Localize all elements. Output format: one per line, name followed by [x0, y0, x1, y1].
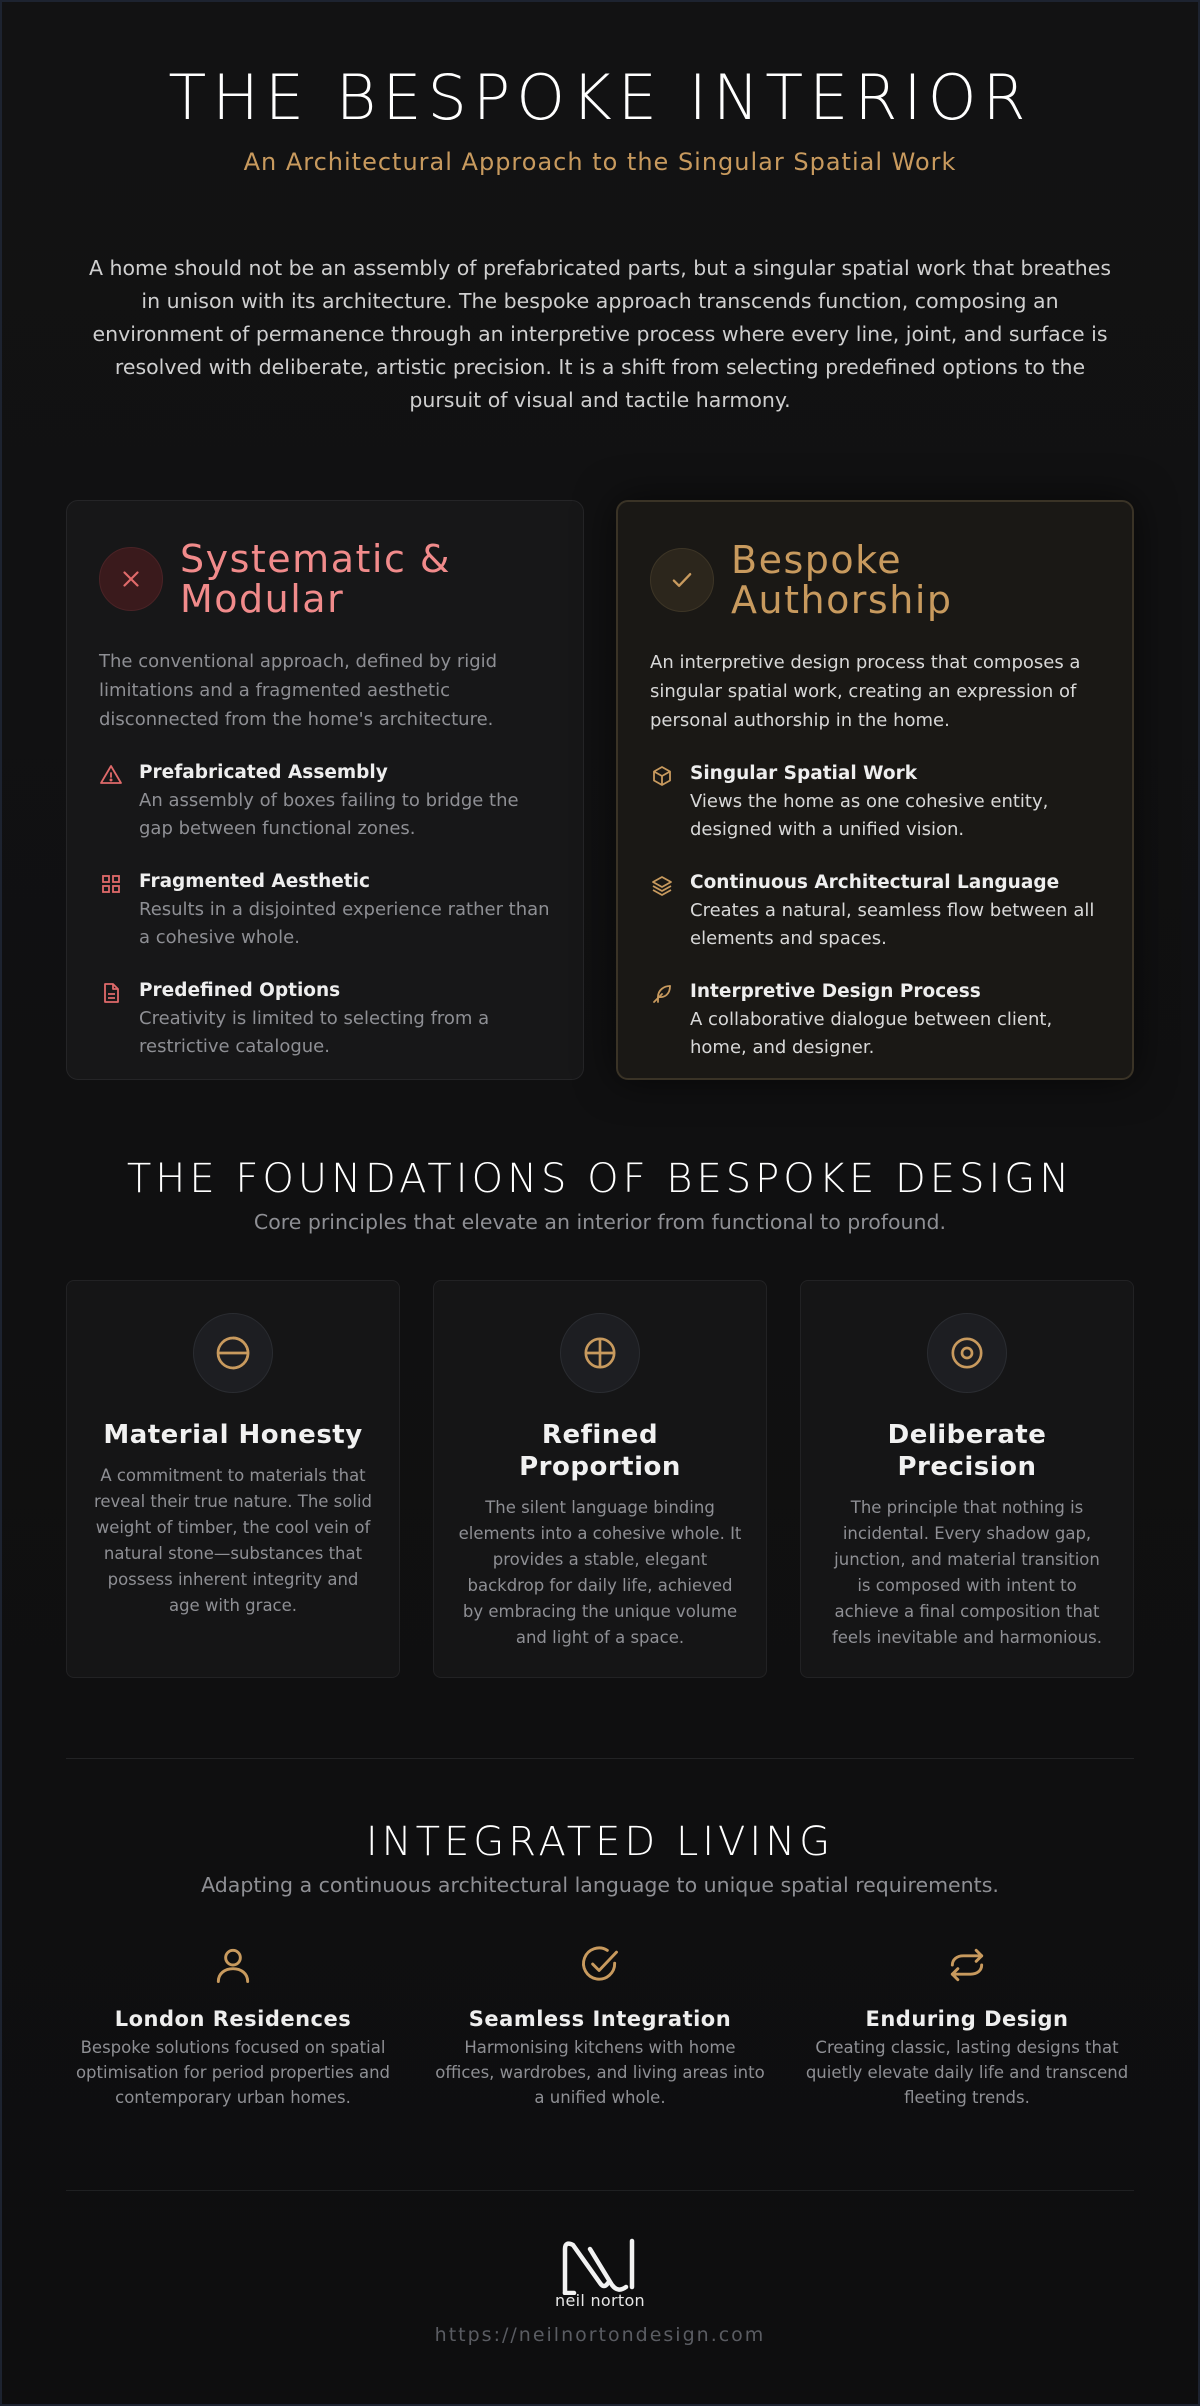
refresh-icon — [945, 1943, 989, 1987]
feature-text: Results in a disjointed experience rather than a cohesive whole. — [139, 899, 550, 948]
crosshair-circle-icon — [560, 1313, 640, 1393]
bespoke-card-description: An interpretive design process that composes a singular spatial work, creating an expression of personal authorship in the home. — [650, 652, 1081, 731]
half-circle-icon — [193, 1313, 273, 1393]
bespoke-card — [616, 500, 1134, 1080]
footer-divider — [66, 2190, 1134, 2191]
cube-icon — [650, 764, 674, 788]
integrated-item — [66, 1943, 400, 2110]
foundations-subtitle: Core principles that elevate an interior from functional to profound. — [253, 1210, 947, 1234]
foundation-text: A commitment to materials that reveal their true nature. The solid weight of timber, the cool vein of natural stone—substances that possess inherent integrity and age with grace. — [93, 1466, 373, 1615]
feature-text: Creates a natural, seamless flow between all elements and spaces. — [690, 900, 1095, 949]
foundation-card — [66, 1280, 400, 1678]
systematic-card-description: The conventional approach, defined by rigid limitations and a fragmented aesthetic disconnected from the home's architecture. — [99, 651, 498, 730]
integrated-item-text: Bespoke solutions focused on spatial optimisation for period properties and contemporary urban homes. — [75, 2038, 391, 2107]
layers-icon — [650, 873, 674, 897]
integrated-item-title: Seamless Integration — [468, 2007, 732, 2031]
integrated-item-text: Creating classic, lasting designs that quietly elevate daily life and transcend fleeting trends. — [805, 2038, 1129, 2107]
feature-title: Prefabricated Assembly — [139, 762, 388, 783]
page-header — [66, 2, 1134, 176]
foundation-title: Deliberate Precision — [887, 1420, 1047, 1482]
logo-icon — [560, 2237, 640, 2295]
page-subtitle: An Architectural Approach to the Singular Spatial Work — [243, 148, 957, 176]
section-divider — [66, 1758, 1134, 1759]
document-icon — [99, 981, 123, 1005]
feature-item — [650, 761, 1100, 844]
footer-url-link[interactable]: https://neilnortondesign.com — [434, 2324, 766, 2346]
bespoke-card-header — [650, 540, 1100, 620]
systematic-card-title: Systematic & Modular — [180, 537, 452, 621]
feature-item — [650, 979, 1100, 1062]
integrated-item-title: London Residences — [114, 2007, 352, 2031]
feather-icon — [650, 982, 674, 1006]
feature-title: Fragmented Aesthetic — [139, 871, 370, 892]
foundation-card — [800, 1280, 1134, 1678]
foundation-title: Refined Proportion — [519, 1420, 681, 1482]
page-title: THE BESPOKE INTERIOR — [168, 61, 1032, 134]
systematic-card-header — [99, 539, 551, 619]
user-icon — [211, 1943, 255, 1987]
integrated-item-text: Harmonising kitchens with home offices, wardrobes, and living areas into a unified whole. — [435, 2038, 765, 2107]
integrated-item — [800, 1943, 1134, 2110]
integrated-items — [66, 1943, 1134, 2110]
warning-icon — [99, 763, 123, 787]
integrated-item — [433, 1943, 767, 2110]
integrated-title: INTEGRATED LIVING — [365, 1819, 835, 1865]
feature-text: Creativity is limited to selecting from a restrictive catalogue. — [139, 1008, 490, 1057]
foundations-section — [66, 1156, 1134, 1678]
integrated-subtitle: Adapting a continuous architectural language to unique spatial requirements. — [201, 1873, 999, 1897]
foundation-card — [433, 1280, 767, 1678]
integrated-section — [66, 1819, 1134, 2110]
close-icon — [99, 547, 163, 611]
check-icon — [650, 548, 714, 612]
foundations-title: THE FOUNDATIONS OF BESPOKE DESIGN — [126, 1156, 1074, 1202]
page-footer — [66, 2237, 1134, 2346]
feature-title: Interpretive Design Process — [690, 981, 981, 1002]
foundations-cards — [66, 1280, 1134, 1678]
foundation-text: The silent language binding elements into a cohesive whole. It provides a stable, elegant backdrop for daily life, achieved by embracing the unique volume and light of a space. — [458, 1498, 742, 1647]
systematic-card — [66, 500, 584, 1080]
feature-item — [650, 870, 1100, 953]
check-circle-icon — [578, 1943, 622, 1987]
foundation-text: The principle that nothing is incidental. Every shadow gap, junction, and material transition is composed with intent to achieve a final composition that feels inevitable and harmonious. — [831, 1498, 1103, 1647]
target-circle-icon — [927, 1313, 1007, 1393]
foundation-title: Material Honesty — [103, 1420, 363, 1450]
feature-title: Predefined Options — [139, 980, 341, 1001]
feature-text: Views the home as one cohesive entity, designed with a unified vision. — [690, 791, 1049, 840]
feature-text: An assembly of boxes failing to bridge the gap between functional zones. — [139, 790, 519, 839]
intro-paragraph: A home should not be an assembly of prefabricated parts, but a singular spatial work that breathes in unison with its architecture. The bespoke approach transcends function, composing an environment of permanence through an interpretive process where every line, joint, and surface is resolved with deliberate, artistic precision. It is a shift from selecting predefined options to the pursuit of visual and tactile harmony. — [88, 256, 1112, 412]
grid-icon — [99, 872, 123, 896]
logo-text: neil norton — [555, 2291, 645, 2310]
feature-item — [99, 978, 551, 1061]
feature-item — [99, 760, 551, 843]
feature-title: Singular Spatial Work — [690, 763, 918, 784]
feature-title: Continuous Architectural Language — [690, 872, 1060, 893]
feature-text: A collaborative dialogue between client, home, and designer. — [690, 1009, 1053, 1058]
feature-item — [99, 869, 551, 952]
bespoke-card-title: Bespoke Authorship — [731, 538, 953, 622]
comparison-section — [66, 500, 1134, 1080]
integrated-item-title: Enduring Design — [865, 2007, 1069, 2031]
page-content — [66, 2, 1134, 2346]
